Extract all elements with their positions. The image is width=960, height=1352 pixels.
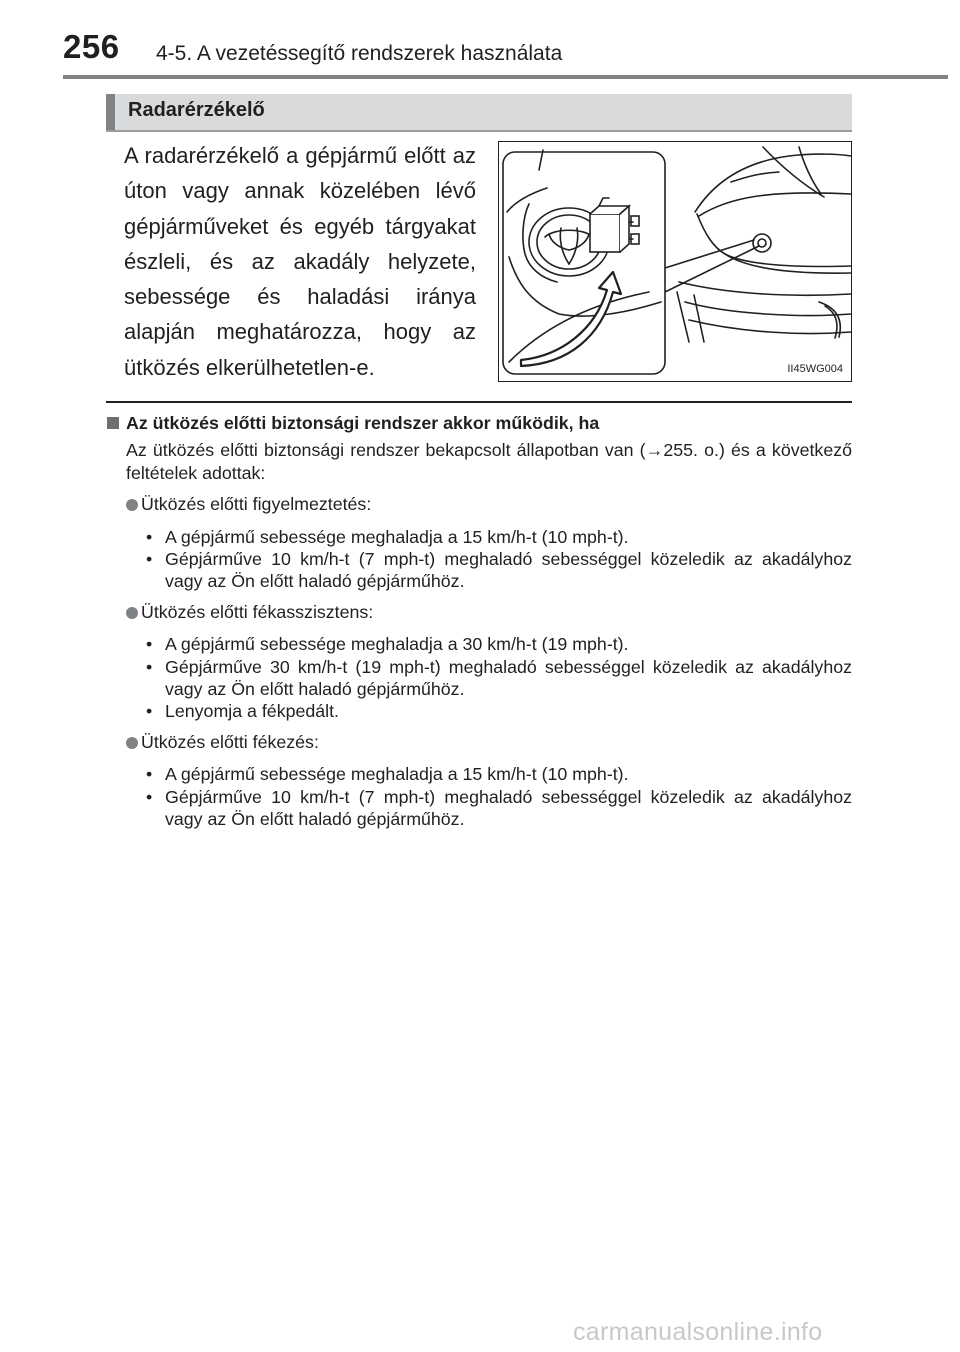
list-item: • A gépjármű sebessége meghaladja a 30 km/h-t (19 mph-t). (165, 633, 852, 655)
page-number: 256 (63, 28, 120, 65)
circle-bullet-icon (126, 607, 138, 619)
section-divider (106, 401, 852, 403)
condition-title: Ütközés előtti fékasszisztens: (141, 601, 374, 622)
car-front-drawing (499, 142, 853, 383)
condition-title: Ütközés előtti fékezés: (141, 731, 319, 752)
list-item: • Gépjárműve 30 km/h-t (19 mph-t) meghaladó sebességgel közeledik az akadályhoz vagy az Ön előtt haladó gépjárműhöz. (165, 656, 852, 701)
circle-bullet-icon (126, 499, 138, 511)
radar-sensor-illustration (498, 141, 852, 382)
circle-bullet-icon (126, 737, 138, 749)
square-bullet-icon (107, 417, 119, 429)
condition-title: Ütközés előtti figyelmeztetés: (141, 494, 372, 515)
section-marker (106, 94, 115, 130)
radar-description: A radarérzékelő a gépjármű előtt az úton vagy annak közelében lévő gépjárműveket és egyéb tárgyakat észleli, és az akadály helyzete, sebessége és haladási iránya alapján meghatározza, hogy az ütközés elkerülhetetlen-e. (124, 143, 476, 380)
list-item: • Lenyomja a fékpedált. (165, 700, 852, 722)
list-item: • A gépjármű sebessége meghaladja a 15 km/h-t (10 mph-t). (165, 526, 852, 548)
section-heading-bar (106, 94, 852, 132)
condition-list (107, 526, 852, 593)
chapter-title: 4-5. A vezetéssegítő rendszerek használata (156, 42, 563, 65)
header-rule (63, 75, 948, 79)
condition-heading (126, 731, 852, 753)
condition-list (107, 763, 852, 830)
figure-code: II45WG004 (787, 363, 843, 375)
subsection-heading (107, 412, 852, 434)
subsection-title: Az ütközés előtti biztonsági rendszer akkor működik, ha (126, 413, 600, 433)
condition-heading (126, 493, 852, 515)
operating-conditions (107, 412, 852, 839)
condition-heading (126, 601, 852, 623)
section-title: Radarérzékelő (128, 99, 265, 121)
watermark: carmanualsonline.info (573, 1318, 823, 1346)
condition-list (107, 633, 852, 723)
list-item: • A gépjármű sebessége meghaladja a 15 km/h-t (10 mph-t). (165, 763, 852, 785)
list-item: • Gépjárműve 10 km/h-t (7 mph-t) meghaladó sebességgel közeledik az akadályhoz vagy az Ön előtt haladó gépjárműhöz. (165, 786, 852, 831)
conditions-intro: Az ütközés előtti biztonsági rendszer bekapcsolt állapotban van (→255. o.) és a következő feltételek adottak: (126, 440, 852, 483)
list-item: • Gépjárműve 10 km/h-t (7 mph-t) meghaladó sebességgel közeledik az akadályhoz vagy az Ön előtt haladó gépjárműhöz. (165, 548, 852, 593)
